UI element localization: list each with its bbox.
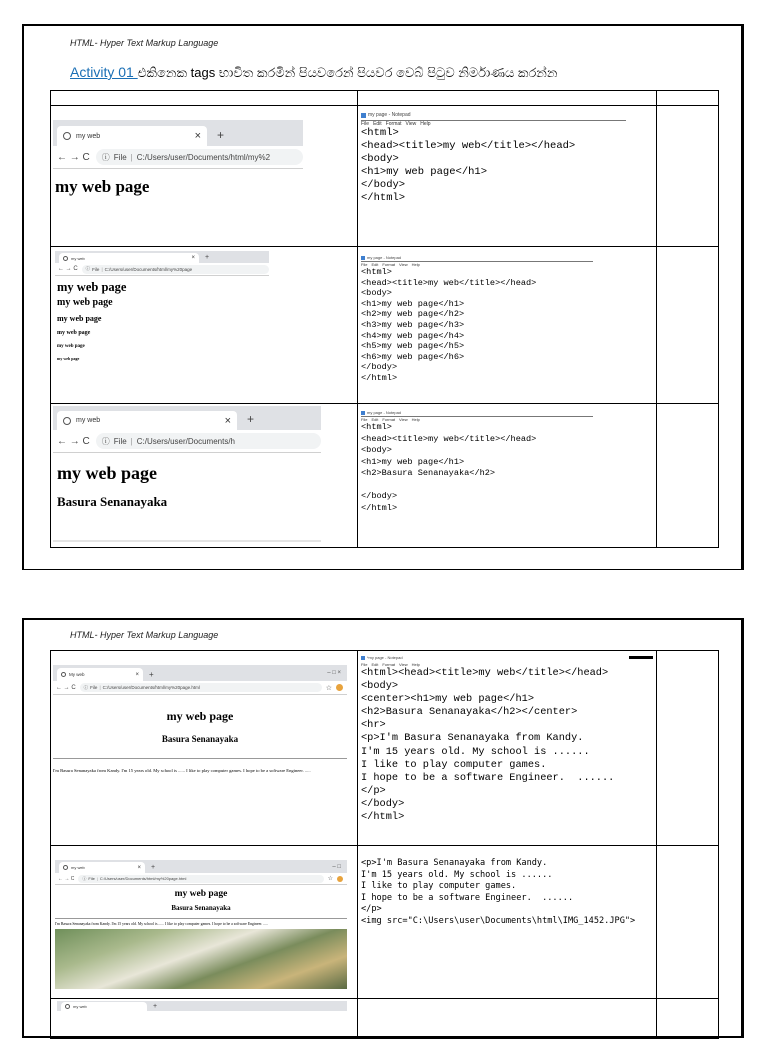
info-icon: ⓘ [101, 152, 110, 162]
info-icon: ⓘ [83, 684, 89, 690]
globe-icon [63, 132, 71, 140]
page-heading-h1: my web page [166, 709, 234, 723]
page-heading-h2: Basura Senanayaka [57, 494, 168, 509]
page-heading-h1: my web page [55, 177, 150, 196]
new-tab-icon[interactable]: + [217, 128, 225, 142]
address-bar [53, 681, 347, 695]
info-icon: ⓘ [85, 266, 91, 271]
page-heading-h4: my web page [57, 330, 91, 336]
extension-icon[interactable] [336, 684, 343, 691]
address-bar [53, 146, 303, 169]
window-controls[interactable]: – □ × [327, 670, 341, 676]
nav-buttons[interactable]: ← → C [57, 435, 90, 447]
table-row [51, 404, 719, 548]
page-heading-h2: Basura Senanayaka [161, 734, 239, 744]
browser-screenshot [53, 120, 303, 220]
notepad-menu: File Edit Format View Help [361, 417, 420, 422]
nav-buttons[interactable]: ← → C [56, 684, 76, 691]
notepad-icon [361, 411, 365, 415]
notepad-window [361, 112, 626, 205]
new-tab-icon[interactable]: + [151, 864, 156, 871]
browser-screenshot [55, 251, 269, 381]
page-heading-h1: my web page [57, 280, 127, 294]
globe-icon [63, 417, 71, 425]
notepad-title: my page - Notepad [361, 112, 626, 118]
html-code: <html><head><title>my web</title></head> <body> <center><h1>my web page</h1> <h2>Basura Senanayaka</h2></center> <hr> <p>I'm Basura Senanayaka from Kandy. I'm 15 years old. My school is ...... I like to play computer games. I hope to be a software Engineer. ...... </p> </body> </html> [361, 667, 615, 824]
html-code: <html> <head><title>my web</title></head> <body> <h1>my web page</h1> </body> </html> [361, 127, 576, 204]
globe-icon [65, 1004, 70, 1009]
browser-screenshot [53, 406, 321, 544]
table-row [51, 846, 719, 999]
worksheet-page-2 [22, 618, 744, 1038]
activity-link[interactable]: Activity 01 [70, 64, 138, 80]
browser-tab[interactable]: my web [61, 1002, 147, 1011]
page-heading-h1: my web page [57, 463, 157, 483]
star-icon[interactable]: ☆ [325, 684, 332, 692]
notepad-icon [361, 656, 365, 660]
close-icon[interactable]: × [194, 130, 201, 142]
paragraph-text: I'm Basura Senanayaka from Kandy. I'm 15 years old. My school is ...... I like to play computer games. I hope to be a software Engineer. ..... [53, 768, 311, 773]
notepad-window [361, 655, 653, 824]
new-tab-icon[interactable]: + [153, 1003, 158, 1010]
page-header: HTML- Hyper Text Markup Language [70, 38, 219, 48]
page-heading-h2: my web page [57, 297, 113, 308]
page-heading-h3: my web page [57, 314, 102, 323]
new-tab-icon[interactable]: + [149, 670, 154, 679]
table-row [51, 106, 719, 247]
notepad-title: *my page - Notepad [361, 655, 653, 660]
table-row [51, 247, 719, 404]
heading-list [55, 279, 269, 365]
browser-screenshot [57, 1001, 347, 1011]
close-icon[interactable]: × [137, 864, 141, 871]
worksheet-page-1 [22, 24, 744, 570]
activity-title [70, 64, 557, 81]
info-icon: ⓘ [101, 436, 110, 446]
notepad-menu: File Edit Format View Help [361, 662, 420, 667]
browser-screenshot [55, 860, 347, 990]
browser-tab[interactable]: my web × [57, 126, 207, 146]
notepad-title: my page - Notepad [361, 410, 593, 415]
table-row [51, 651, 719, 846]
html-code: <html> <head><title>my web</title></head> <body> <h1>my web page</h1> <h2>my web page</h2> <h3>my web page</h3> <h4>my web page</h4> <h5>my web page</h5> <h6>my web page</h6> </body> </html> [361, 267, 537, 383]
notepad-title: my page - Notepad [361, 255, 593, 260]
nav-buttons[interactable]: ← → C [57, 151, 90, 163]
page-heading-h5: my web page [57, 344, 85, 349]
activity-table [50, 90, 719, 548]
notepad-menu: File Edit Format View Help [361, 262, 420, 267]
window-controls[interactable]: – □ [332, 863, 341, 870]
address-bar [55, 263, 269, 276]
address-bar [53, 430, 321, 453]
info-icon: ⓘ [82, 875, 87, 881]
browser-tab[interactable]: My web × [57, 668, 143, 681]
url-input[interactable]: ⓘ File | C:/Users/user/Documents/html/my%20page [82, 265, 269, 274]
star-icon[interactable]: ☆ [327, 876, 333, 882]
url-input[interactable]: ⓘ File | C:/Users/user/Documents/html/my%20page.html [78, 875, 323, 883]
page-heading-h2: Basura Senanayaka [171, 904, 231, 912]
notepad-window [361, 410, 593, 514]
url-input[interactable]: ⓘ File | C:/Users/user/Documents/html/my%20page.html [80, 683, 322, 692]
close-icon[interactable]: × [191, 255, 195, 261]
notepad-icon [361, 113, 366, 118]
notepad-menu: File Edit Format View Help [361, 121, 431, 127]
url-input[interactable]: ⓘ File | C:/Users/user/Documents/h [96, 433, 321, 449]
extension-icon[interactable] [337, 876, 343, 882]
browser-screenshot [53, 665, 347, 830]
notepad-icon [361, 256, 365, 260]
paragraph-text: I'm Basura Senanayaka from Kandy. I'm 15 years old. My school is ...... I like to play computer games. I hope to be a software Engineer. ..... [55, 922, 268, 926]
table-row [51, 999, 719, 1039]
close-icon[interactable]: × [135, 671, 139, 678]
page-header: HTML- Hyper Text Markup Language [70, 630, 219, 640]
page-heading-h6: my web page [57, 356, 80, 361]
activity-table [50, 650, 719, 1039]
browser-tab[interactable]: my web × [59, 253, 199, 263]
new-tab-icon[interactable]: + [247, 412, 255, 426]
embedded-photo [55, 929, 347, 989]
close-icon[interactable]: × [224, 414, 231, 427]
globe-icon [63, 256, 68, 261]
page-heading-h1: my web page [174, 889, 228, 899]
horizontal-rule [53, 758, 347, 759]
new-tab-icon[interactable]: + [205, 254, 210, 261]
nav-buttons[interactable]: ← → C [58, 875, 75, 882]
html-code: <p>I'm Basura Senanayaka from Kandy. I'm 15 years old. My school is ...... I like to play computer games. I hope to be a software Engineer. ...... </p> <img src="C:\Users\user\Documents\html\IMG_1452.JPG"> [361, 858, 636, 926]
table-header-row [51, 91, 719, 106]
activity-instruction: එකිනෙක tags භාවිත කරමින් පියවරෙන් පියවර වෙබ් පිටුව නිර්මාණය කරන්න [137, 65, 558, 80]
globe-icon [63, 865, 68, 870]
nav-buttons[interactable]: ← → C [58, 266, 78, 272]
browser-tab[interactable]: my web × [57, 411, 237, 430]
notepad-window [361, 255, 593, 384]
html-code: <html> <head><title>my web</title></head> <body> <h1>my web page</h1> <h2>Basura Senanayaka</h2> </body> </html> [361, 422, 537, 513]
horizontal-rule [55, 918, 347, 919]
globe-icon [61, 672, 66, 677]
url-input[interactable]: ⓘ File | C:/Users/user/Documents/html/my%2 [96, 149, 303, 165]
address-bar [55, 873, 347, 885]
browser-tab[interactable]: my web × [59, 862, 145, 873]
